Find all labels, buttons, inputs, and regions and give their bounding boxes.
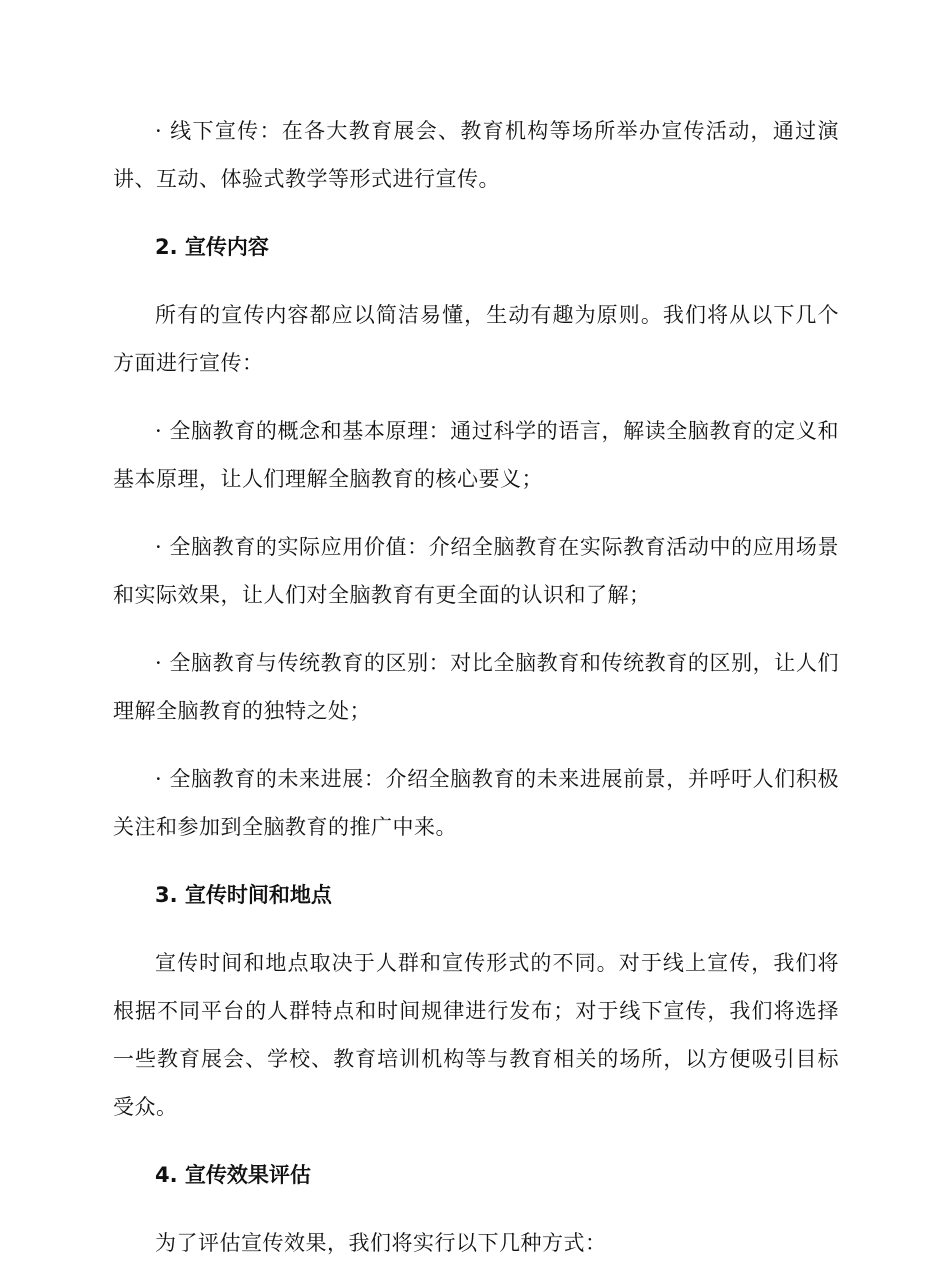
- paragraph-time-place: 宣传时间和地点取决于人群和宣传形式的不同。对于线上宣传，我们将根据不同平台的人群特点和时间规律进行发布；对于线下宣传，我们将选择一些教育展会、学校、教育培训机构等与教育相关的场所，以方便吸引目标受众。: [113, 951, 839, 1119]
- section-heading-time-place: 3. 宣传时间和地点: [155, 883, 332, 907]
- section-heading-content: 2. 宣传内容: [155, 235, 269, 259]
- paragraph-offline-promotion: · 线下宣传：在各大教育展会、教育机构等场所举办宣传活动，通过演讲、互动、体验式教学等形式进行宣传。: [113, 119, 839, 191]
- document-body: [113, 107, 839, 1287]
- section-heading-evaluation: 4. 宣传效果评估: [155, 1163, 311, 1187]
- bullet-concept-principles: · 全脑教育的概念和基本原理：通过科学的语言，解读全脑教育的定义和基本原理，让人们理解全脑教育的核心要义；: [113, 419, 839, 491]
- paragraph-evaluation-intro: 为了评估宣传效果，我们将实行以下几种方式：: [155, 1231, 607, 1255]
- bullet-vs-traditional: · 全脑教育与传统教育的区别：对比全脑教育和传统教育的区别，让人们理解全脑教育的独特之处；: [113, 651, 839, 723]
- bullet-practical-value: · 全脑教育的实际应用价值：介绍全脑教育在实际教育活动中的应用场景和实际效果，让人们对全脑教育有更全面的认识和了解；: [113, 535, 839, 607]
- bullet-future-progress: · 全脑教育的未来进展：介绍全脑教育的未来进展前景，并呼吁人们积极关注和参加到全脑教育的推广中来。: [113, 767, 839, 839]
- paragraph-content-intro: 所有的宣传内容都应以简洁易懂，生动有趣为原则。我们将从以下几个方面进行宣传：: [113, 303, 839, 375]
